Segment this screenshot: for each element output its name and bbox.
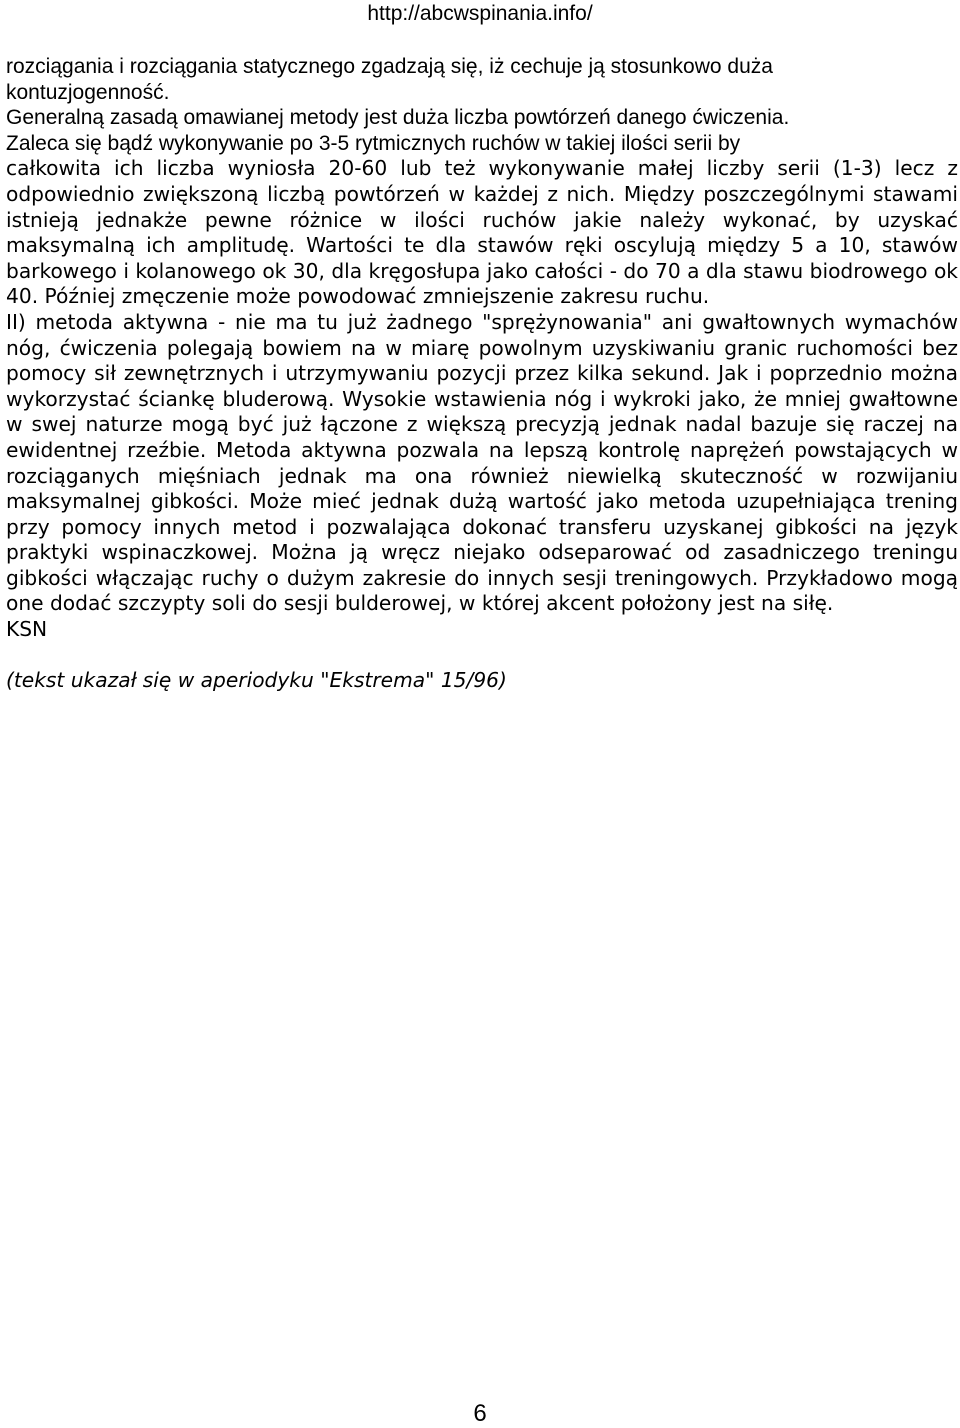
spacer [6,643,958,669]
article-paragraph-intro [6,54,958,156]
article-paragraph: całkowita ich liczba wyniosła 20-60 lub też wykonywanie małej liczby serii (1-3) lecz z odpowiednio zwiększoną liczbą powtórzeń w każdej z nich. Między poszczególnymi stawami istnieją jednakże pewne różnice w ilości ruchów jakie należy wykonać, by uzyskać maksymalną ich amplitudę. Wartości te dla stawów ręki oscylują między 5 a 10, stawów barkowego i kolanowego ok 30, dla kręgosłupa jako całości - do 70 a dla stawu biodrowego ok 40. Później zmęczenie może powodować zmniejszenie zakresu ruchu. [6,156,958,309]
page-header-url: http://abcwspinania.info/ [367,2,593,25]
source-note: (tekst ukazał się w aperiodyku "Ekstrema" 15/96) [6,668,507,693]
paragraph-line: kontuzjogenność. [6,80,170,104]
page-number: 6 [473,1400,487,1427]
paragraph-line: Generalną zasadą omawianej metody jest duża liczba powtórzeń danego ćwiczenia. [6,106,790,130]
article-paragraph: II) metoda aktywna - nie ma tu już żadnego "sprężynowania" ani gwałtownych wymachów nóg, ćwiczenia polegają bowiem na w miarę powolnym uzyskiwaniu granic ruchomości bez pomocy sił zewnętrznych i utrzymywaniu pozycji przez kilka sekund. Jak i poprzednio można wykorzystać ściankę bluderową. Wysokie wstawienia nóg i wykroki jako, że mniej gwałtowne w swej naturze mogą być już łączone z większą precyzją jednak nadal bazuje się raczej na ewidentnej rzeźbie. Metoda aktywna pozwala na lepszą kontrolę naprężeń powstających w rozciąganych mięśniach jednak ma ona również niewielką skuteczność w rozwijaniu maksymalnej gibkości. Może mieć jednak dużą wartość jako metoda uzupełniająca trening przy pomocy innych metod i pozwalająca dokonać transferu uzyskanej gibkości na język praktyki wspinaczkowej. Można ją wręcz niejako odseparować od zasadniczego treningu gibkości włączając ruchy o dużym zakresie do innych sesji treningowych. Przykładowo mogą one dodać szczypty soli do sesji bulderowej, w której akcent położony jest na siłę. [6,309,958,616]
article-body [6,54,958,694]
author-signature: KSN [6,617,48,642]
paragraph-line: rozciągania i rozciągania statycznego zgadzają się, iż cechuje ją stosunkowo duża [6,55,773,78]
paragraph-line: Zaleca się bądź wykonywanie po 3-5 rytmicznych ruchów w takiej ilości serii by [6,131,741,155]
